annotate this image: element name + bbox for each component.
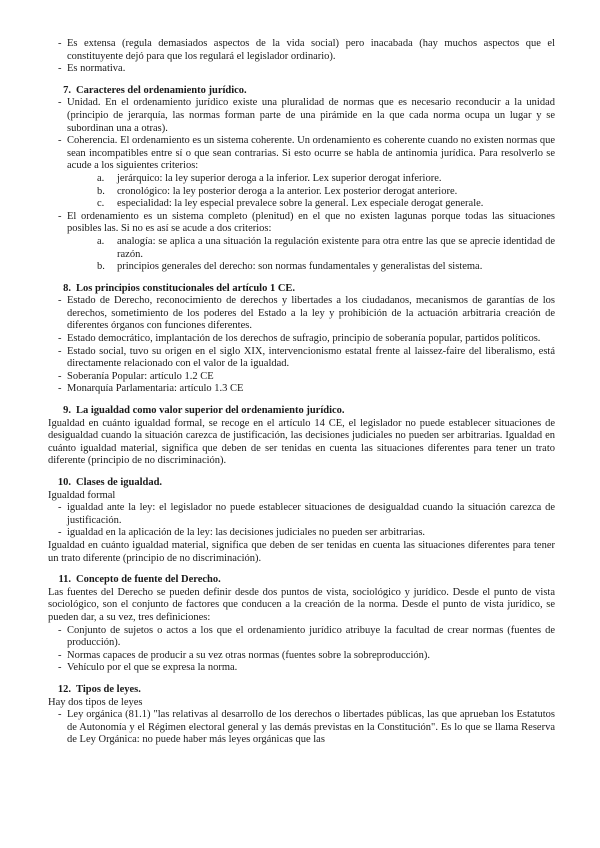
section-12-list xyxy=(48,709,555,747)
section-12-lead: Hay dos tipos de leyes xyxy=(48,696,143,708)
intro-list xyxy=(48,38,555,76)
sublist xyxy=(67,173,555,211)
sublist xyxy=(67,236,555,274)
section-10-heading: 10. Clases de igualdad. xyxy=(57,477,163,488)
section-11-list xyxy=(48,625,555,675)
document-body xyxy=(48,38,555,747)
section-7-heading: 7. Caracteres del ordenamiento jurídico. xyxy=(63,84,247,96)
list-item: - Monarquía Parlamentaria: artículo 1.3 CE xyxy=(48,383,555,396)
section-8-list xyxy=(48,295,555,396)
list-item: - Soberanía Popular: artículo 1.2 CE xyxy=(48,371,555,384)
list-item: - Vehículo por el que se expresa la norma. xyxy=(48,662,555,675)
section-7-list xyxy=(48,97,555,273)
list-item: - Estado de Derecho, reconocimiento de derechos y libertades a los ciudadanos, mecanismos de garantías de los derechos, sometimiento de los poderes del Estado a la ley y prohibición de la actuación arbitraria creación de diferentes órganos con funciones diferentes. xyxy=(48,295,555,333)
list-item: - Unidad. En el ordenamiento jurídico existe una pluralidad de normas que es necesario reconducir a la unidad (principio de jerarquía, las normas forman parte de una pirámide en la que cada norma ocupa un lugar y se subordinan una a otras). xyxy=(48,97,555,135)
section-11-paragraph: Las fuentes del Derecho se pueden definir desde dos puntos de vista, sociológico y jurídico. Desde el punto de vista sociológico, son el conjunto de factores que conducen a la creación de la norma. Desde el punto de vista jurídico, se pueden dar, a su vez, tres definiciones: xyxy=(48,586,555,623)
section-9-paragraph: Igualdad en cuánto igualdad formal, se recoge en el artículo 14 CE, el legislador no puede establecer situaciones de desigualdad cuando la situación carezca de justificación, las decisiones judiciales no pueden ser arbitrarias. Igualdad en cuánto igualdad material, significa que deben de ser tenidas en cuenta las situaciones diferentes para tener un trato diferente (principio de no discriminación). xyxy=(48,417,555,467)
list-item: - Normas capaces de producir a su vez otras normas (fuentes sobre la sobreproducción). xyxy=(48,650,555,663)
list-item: - Es normativa. xyxy=(48,63,555,76)
sublist-item: a. jerárquico: la ley superior deroga a la inferior. Lex superior derogat inferiore. xyxy=(97,172,442,184)
list-item: - Conjunto de sujetos o actos a los que el ordenamiento jurídico atribuye la facultad de crear normas (fuentes de producción). xyxy=(48,625,555,650)
list-item: - Estado social, tuvo su origen en el siglo XIX, intervencionismo estatal frente al laissez-faire del liberalismo, está directamente relacionado con el valor de la igualdad. xyxy=(48,346,555,371)
sublist-item: c. especialidad: la ley especial prevalece sobre la general. Lex especiale derogat generale. xyxy=(97,198,484,210)
list-item: - Ley orgánica (81.1) "las relativas al desarrollo de los derechos o libertades públicas, las que aprueban los Estatutos de Autonomía y el Régimen electoral general y las demás previstas en la Constitución". Es lo que se llama Reserva de Ley Orgánica: no puede haber más leyes orgánicas que las xyxy=(48,709,555,747)
list-item: - El ordenamiento es un sistema completo (plenitud) en el que no existen lagunas porque todas las situaciones posibles las. Si no es así se acude a dos criterios: a. analogía: se aplica a una situación la regulación existente para otra entre las que se aprecie identidad de razón. b. principios generales del derecho: son normas fundamentales y generalistas del sistema. xyxy=(48,211,555,274)
section-8-heading: 8. Los principios constitucionales del artículo 1 CE. xyxy=(63,282,296,294)
sublist-item: b. cronológico: la ley posterior deroga a la anterior. Lex posterior derogat anteriore. xyxy=(97,185,458,197)
sublist-item: a. analogía: se aplica a una situación la regulación existente para otra entre las que se aprecie identidad de razón. xyxy=(97,235,555,260)
section-10-paragraph: Igualdad en cuánto igualdad material, significa que deben de ser tenidas en cuenta las situaciones diferentes para tener un trato diferente (principio de no discriminación). xyxy=(48,539,555,564)
list-item: - igualdad ante la ley: el legislador no puede establecer situaciones de desigualdad cuando la situación carezca de justificación. xyxy=(48,502,555,527)
list-item: - Es extensa (regula demasiados aspectos de la vida social) pero inacabada (hay muchos aspectos que el constituyente dejó para que los regulará el legislador ordinario). xyxy=(48,38,555,63)
list-item: - igualdad en la aplicación de la ley: las decisiones judiciales no pueden ser arbitrarias. xyxy=(48,527,555,540)
section-11-heading: 11. Concepto de fuente del Derecho. xyxy=(58,574,221,586)
sublist-item: b. principios generales del derecho: son normas fundamentales y generalistas del sistema. xyxy=(97,261,483,273)
section-9-heading: 9. La igualdad como valor superior del ordenamiento jurídico. xyxy=(63,405,345,417)
section-12-heading: 12. Tipos de leyes. xyxy=(57,683,141,695)
list-item: - Coherencia. El ordenamiento es un sistema coherente. Un ordenamiento es coherente cuando no existen normas que sean incompatibles entre sí o que sean contrarias. Si esto ocurre se habla de antinomia jurídica. Para resolverlo se acude a los siguientes criterios: a. jerárquico: la ley superior deroga a la inferior. Lex superior derogat inferiore. b. cronológico: la ley posterior deroga a la anterior. Lex posterior derogat anteriore. c. especialidad: la ley especial prevalece sobre la general. Lex especiale derogat generale. xyxy=(48,135,555,211)
section-10-lead: Igualdad formal xyxy=(48,489,116,501)
section-10-list xyxy=(48,502,555,540)
list-item: - Estado democrático, implantación de los derechos de sufragio, principio de soberanía popular, partidos políticos. xyxy=(48,333,555,346)
